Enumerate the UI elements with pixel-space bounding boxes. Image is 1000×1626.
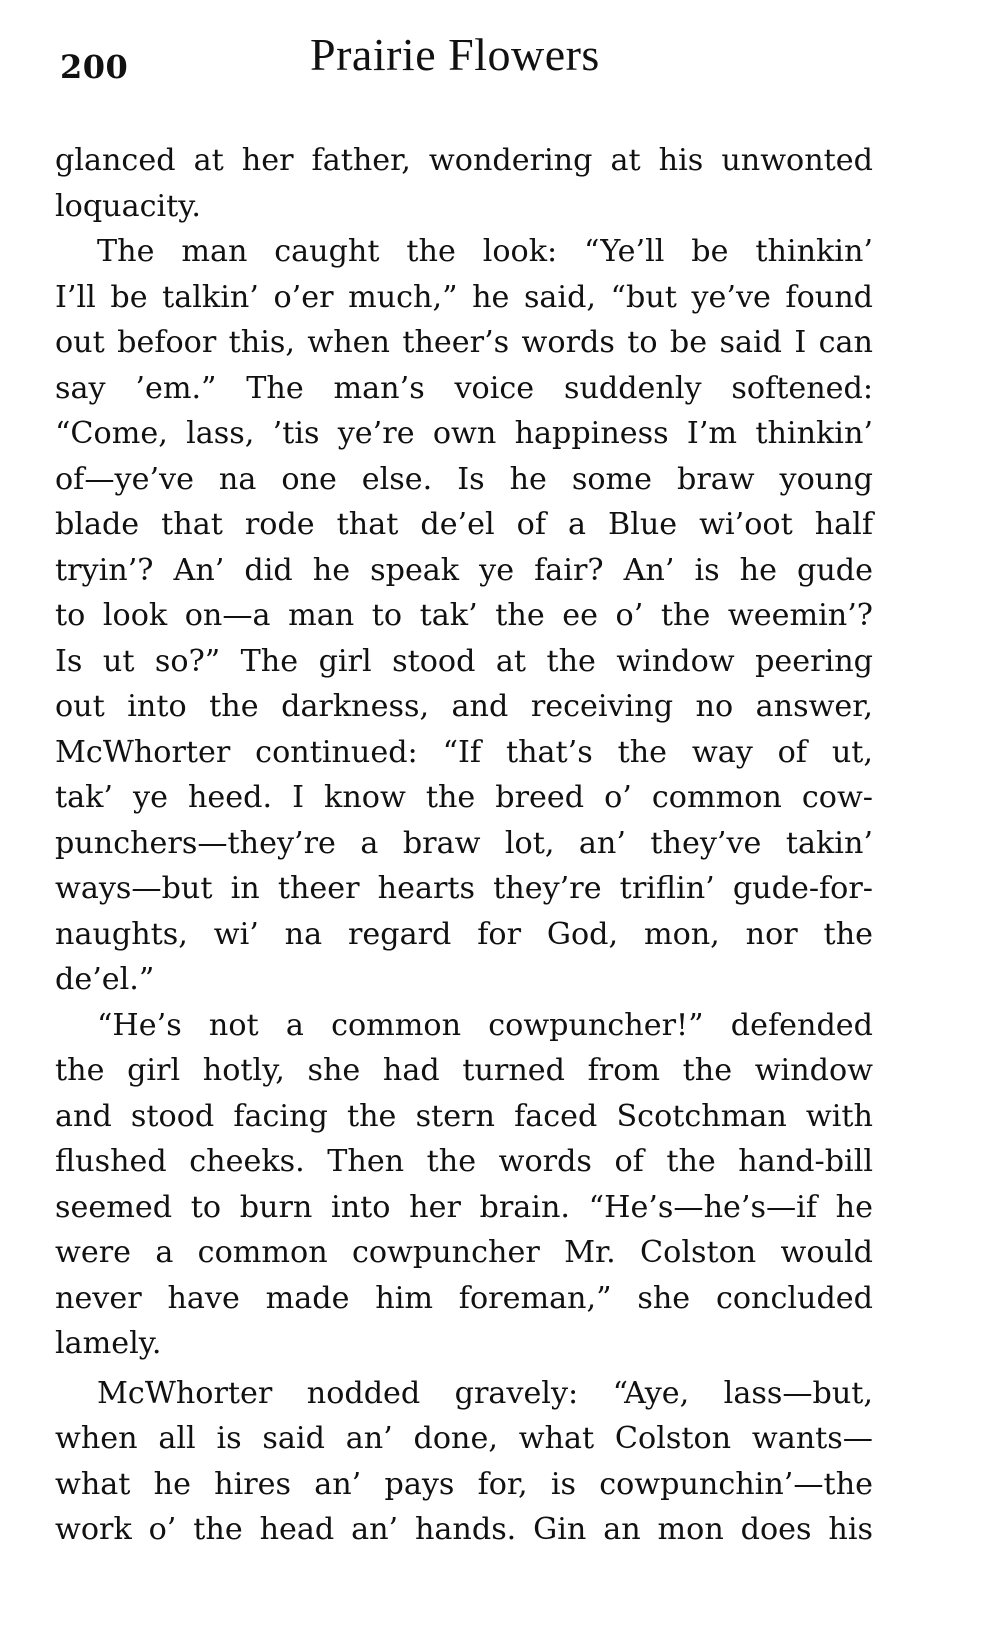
text-line: the girl hotly, she had turned from the window: [55, 1053, 873, 1088]
text-line: seemed to burn into her brain. “He’s—he’s—if he: [55, 1189, 873, 1225]
text-line: Is ut so?” The girl stood at the window peering: [55, 643, 873, 679]
text-line: when all is said an’ done, what Colston wants—: [55, 1421, 873, 1456]
text-line: punchers—they’re a braw lot, an’ they’ve takin’: [55, 825, 873, 861]
text-line: what he hires an’ pays for, is cowpunchin’—the: [55, 1466, 873, 1502]
text-line: McWhorter nodded gravely: “Aye, lass—but,: [97, 1375, 873, 1411]
paragraph: [55, 138, 873, 229]
text-line: to look on—a man to tak’ the ee o’ the weemin’?: [55, 598, 873, 633]
text-line: blade that rode that de’el of a Blue wi’oot half: [55, 507, 873, 542]
running-title: Prairie Flowers: [310, 29, 600, 80]
text-line: tryin’? An’ did he speak ye fair? An’ is he gude: [55, 552, 873, 588]
text-line: never have made him foreman,” she concluded: [55, 1280, 873, 1316]
text-line: McWhorter continued: “If that’s the way of ut,: [55, 734, 873, 770]
page-number: 200: [60, 48, 129, 86]
body-text: [55, 138, 873, 1553]
paragraph: [55, 1371, 873, 1553]
text-line: “Come, lass, ’tis ye’re own happiness I’m thinkin’: [55, 416, 873, 451]
text-line: I’ll be talkin’ o’er much,” he said, “but ye’ve found: [55, 279, 873, 315]
text-line: flushed cheeks. Then the words of the hand-bill: [55, 1144, 873, 1179]
text-line: out befoor this, when theer’s words to be said I can: [55, 325, 873, 360]
text-line: tak’ ye heed. I know the breed o’ common cow-: [55, 780, 873, 815]
paragraph: [55, 1003, 873, 1367]
text-line: say ’em.” The man’s voice suddenly softened:: [55, 370, 873, 406]
text-line: “He’s not a common cowpuncher!” defended: [97, 1007, 873, 1043]
text-line: naughts, wi’ na regard for God, mon, nor the: [55, 916, 873, 952]
text-line: ways—but in theer hearts they’re triflin’ gude-for-: [55, 871, 873, 906]
text-line: of—ye’ve na one else. Is he some braw young: [55, 461, 873, 497]
text-line: out into the darkness, and receiving no answer,: [55, 689, 873, 724]
text-line: loquacity.: [55, 188, 201, 224]
text-line: work o’ the head an’ hands. Gin an mon does his: [55, 1512, 873, 1547]
text-line: de’el.”: [55, 962, 155, 997]
text-line: The man caught the look: “Ye’ll be thinkin’: [97, 234, 873, 269]
text-line: were a common cowpuncher Mr. Colston would: [55, 1235, 873, 1270]
text-line: lamely.: [55, 1326, 162, 1361]
text-line: and stood facing the stern faced Scotchman with: [55, 1098, 873, 1134]
paragraph: [55, 229, 873, 1003]
page-header: [60, 26, 940, 96]
text-line: glanced at her father, wondering at his unwonted: [55, 143, 873, 178]
